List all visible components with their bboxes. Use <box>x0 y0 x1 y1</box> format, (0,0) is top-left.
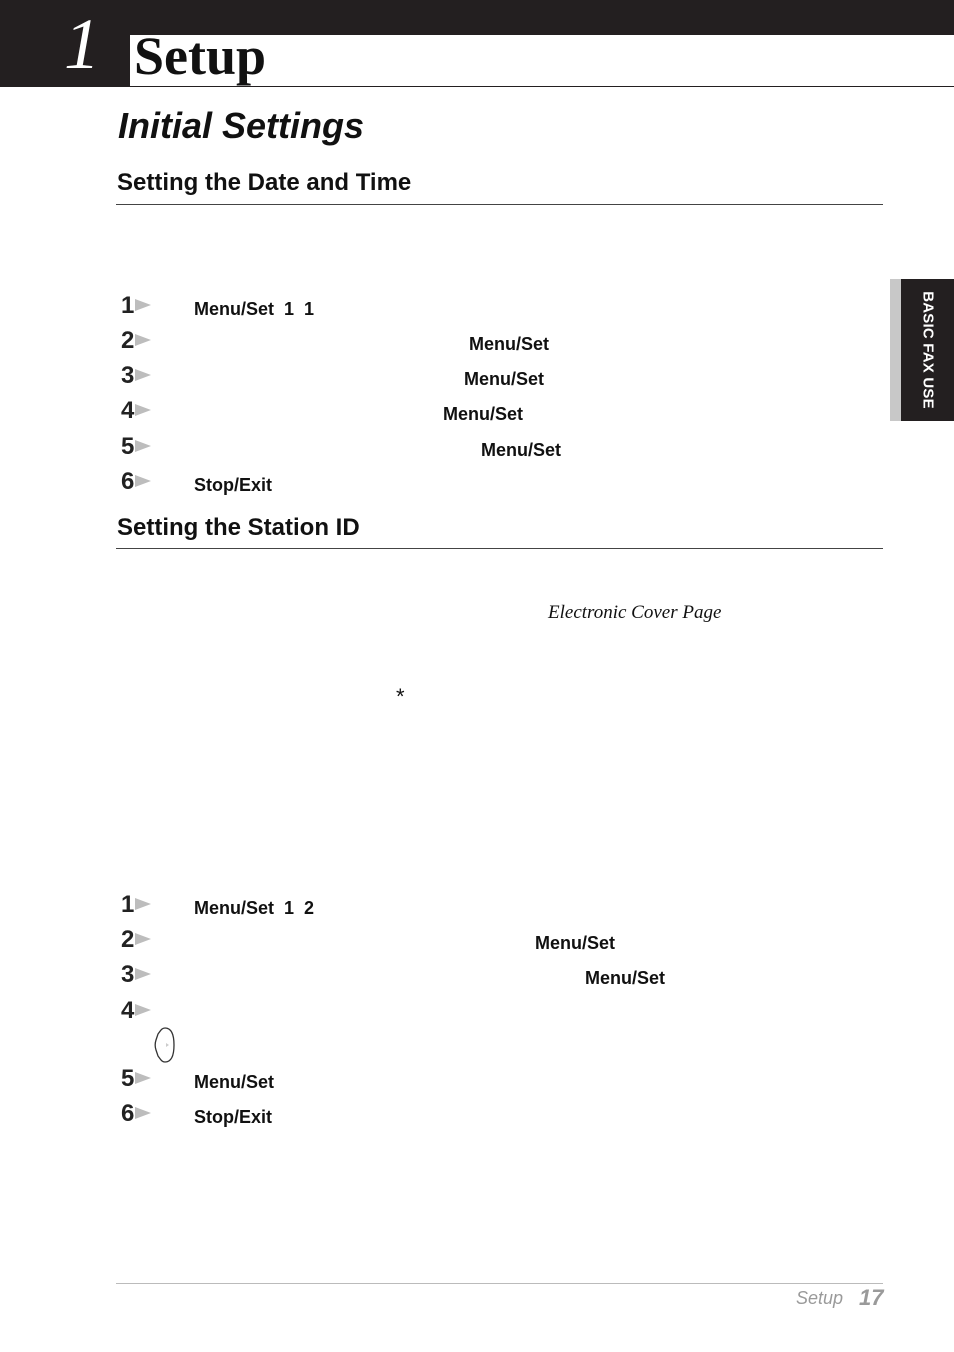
date-step-4-number: 4 <box>121 398 153 424</box>
chapter-title: Setup <box>134 26 267 86</box>
date-time-heading: Setting the Date and Time <box>117 169 412 196</box>
side-tab <box>901 279 954 421</box>
date-step-1-number: 1 <box>121 293 153 319</box>
station-step-6-number: 6 <box>121 1101 153 1127</box>
side-tab-label: BASIC FAX USE <box>919 291 936 409</box>
cover-page-reference: Electronic Cover Page <box>548 602 722 623</box>
station-step-2-key: Menu/Set <box>535 933 616 953</box>
date-step-5-number: 5 <box>121 434 153 460</box>
date-time-rule <box>116 204 883 205</box>
footer-rule <box>116 1283 883 1284</box>
date-step-2-key: Menu/Set <box>469 334 550 354</box>
date-step-6-number: 6 <box>121 469 153 495</box>
station-step-6-key: Stop/Exit <box>194 1107 273 1127</box>
section-title: Initial Settings <box>118 105 365 146</box>
station-step-1-key: Menu/Set 1 2 <box>194 898 315 918</box>
footer-page-number: 17 <box>859 1285 884 1310</box>
date-step-6-key: Stop/Exit <box>194 475 273 495</box>
station-step-4-number: 4 <box>121 998 153 1024</box>
date-step-3-number: 3 <box>121 363 153 389</box>
station-step-2-number: 2 <box>121 927 153 953</box>
station-id-heading: Setting the Station ID <box>117 514 360 541</box>
station-id-rule <box>116 548 883 549</box>
station-step-3-number: 3 <box>121 962 153 988</box>
chapter-number: 1 <box>64 4 100 84</box>
station-step-5-number: 5 <box>121 1066 153 1092</box>
date-step-2-number: 2 <box>121 328 153 354</box>
date-step-3-key: Menu/Set <box>464 369 545 389</box>
station-step-1-number: 1 <box>121 892 153 918</box>
asterisk-symbol: * <box>396 684 405 709</box>
footer-section-name: Setup <box>796 1288 844 1308</box>
navigation-key-icon <box>153 1026 177 1064</box>
date-step-5-key: Menu/Set <box>481 440 562 460</box>
date-step-1-key: Menu/Set 1 1 <box>194 299 315 319</box>
date-step-4-key: Menu/Set <box>443 404 524 424</box>
station-step-3-key: Menu/Set <box>585 968 666 988</box>
station-step-5-key: Menu/Set <box>194 1072 275 1092</box>
